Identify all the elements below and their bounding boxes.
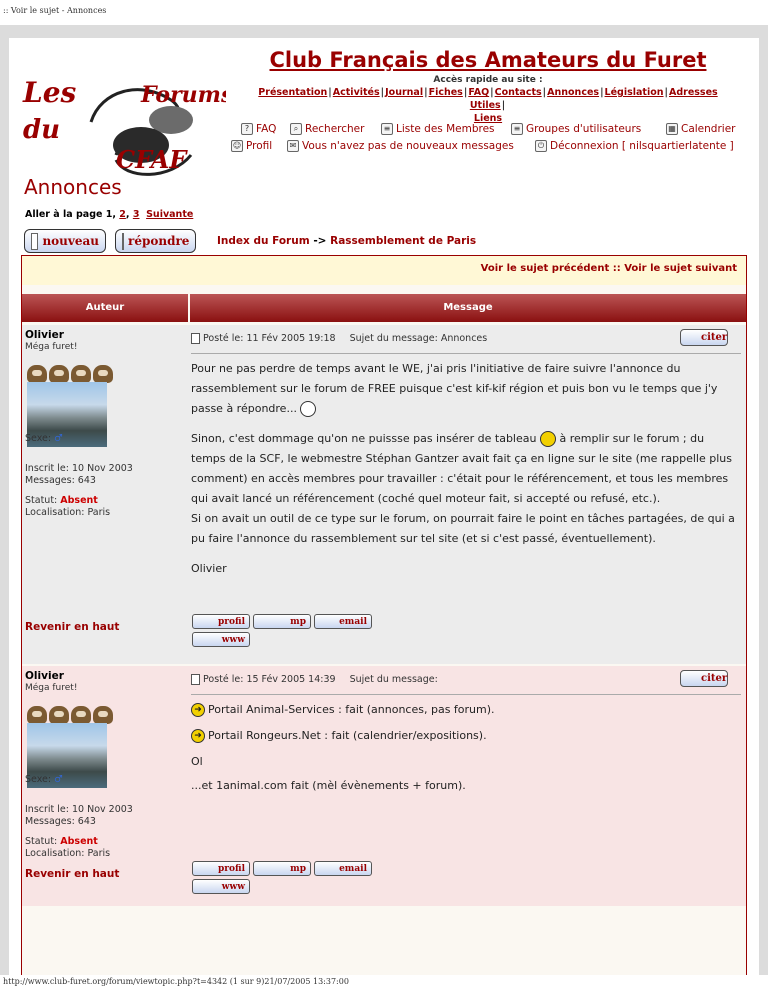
post-2-action-buttons — [192, 861, 392, 894]
crumb-index[interactable]: Index du Forum — [217, 235, 310, 247]
quick-link-faq[interactable]: FAQ — [468, 87, 490, 98]
calendar-icon: ▦ — [666, 123, 678, 135]
crumb-forum[interactable]: Rassemblement de Paris — [330, 235, 477, 247]
quote-button[interactable]: citer — [680, 670, 728, 687]
post-author-status: Statut: Absent — [25, 836, 98, 847]
message-column-header: Message — [190, 294, 746, 322]
page-title: Annonces — [24, 175, 122, 199]
website-button[interactable]: www — [192, 879, 250, 894]
quick-link-annonces[interactable]: Annonces — [547, 87, 600, 98]
private-message-button[interactable]: mp — [253, 861, 311, 876]
logo-word-cfaf: CFAF — [116, 145, 187, 174]
male-icon: ♂ — [54, 433, 63, 444]
post-icon — [191, 674, 200, 685]
back-to-top-link[interactable]: Revenir en haut — [25, 621, 120, 633]
page-content — [9, 38, 759, 975]
profile-button[interactable]: profil — [192, 861, 250, 876]
reply-button[interactable]: répondre — [115, 229, 196, 253]
menu-members[interactable]: ≡ Liste des Membres — [381, 123, 495, 135]
logo-word-du: du — [23, 115, 61, 145]
groups-icon: ≡ — [511, 123, 523, 135]
post-author-sexe: Sexe: ♂ — [25, 774, 63, 785]
quick-link-activites[interactable]: Activités — [332, 87, 380, 98]
post-author-joined: Inscrit le: 10 Nov 2003 — [25, 804, 133, 815]
arrow-right-icon: ➜ — [191, 703, 205, 717]
post-1-action-buttons — [192, 614, 392, 647]
post-divider — [191, 353, 741, 354]
quick-link-adresses[interactable]: Adresses Utiles — [469, 87, 718, 111]
browser-page-url: http://www.club-furet.org/forum/viewtopic.php?t=4342 (1 sur 9)21/07/2005 13:37:00 — [3, 977, 349, 986]
breadcrumb: Index du Forum -> Rassemblement de Paris — [217, 235, 477, 247]
quick-access-label: Accès rapide au site : — [433, 75, 543, 85]
new-page-icon — [31, 233, 38, 250]
quick-links: Présentation|Activités|Journal|Fiches|FAQ|Contacts|Annonces|Législation|Adresses Utiles| Liens — [258, 87, 718, 124]
post-1 — [22, 325, 746, 664]
reply-page-icon — [122, 233, 124, 250]
quick-link-contacts[interactable]: Contacts — [494, 87, 542, 98]
email-button[interactable]: email — [314, 614, 372, 629]
page-frame — [0, 25, 768, 975]
quote-button[interactable]: citer — [680, 329, 728, 346]
post-icon — [191, 333, 200, 344]
male-icon: ♂ — [54, 774, 63, 785]
post-header: Posté le: 11 Fév 2005 19:18 Sujet du message: Annonces — [191, 333, 487, 344]
next-page-link[interactable]: Suivante — [146, 209, 194, 220]
arrow-right-icon: ➜ — [191, 729, 205, 743]
post-author-joined: Inscrit le: 10 Nov 2003 — [25, 463, 133, 474]
post-author-name[interactable]: Olivier — [25, 329, 64, 341]
menu-search[interactable]: ⌕ Rechercher — [290, 123, 364, 135]
post-divider — [191, 694, 741, 695]
quick-link-presentation[interactable]: Présentation — [258, 87, 328, 98]
post-1-author-panel — [22, 325, 188, 664]
page-2-link[interactable]: 2 — [119, 209, 126, 220]
post-author-sexe: Sexe: ♂ — [25, 433, 63, 444]
browser-page-title: :: Voir le sujet - Annonces — [3, 6, 107, 15]
menu-profile[interactable]: ☺ Profil — [232, 140, 273, 152]
website-button[interactable]: www — [192, 632, 250, 647]
post-author-rank: Méga furet! — [25, 342, 78, 352]
back-to-top-link[interactable]: Revenir en haut — [25, 868, 120, 880]
post-author-count: Messages: 643 — [25, 475, 96, 486]
post-body: ➜ Portail Animal-Services : fait (annonces, pas forum). ➜ Portail Rongeurs.Net : fait (calendrier/expositions). Ol ...et 1animal.com fait (mèl évènements + forum). — [191, 703, 495, 792]
post-author-rank: Méga furet! — [25, 683, 78, 693]
quick-link-legislation[interactable]: Législation — [604, 87, 664, 98]
quick-link-journal[interactable]: Journal — [385, 87, 424, 98]
new-topic-button[interactable]: nouveau — [24, 229, 106, 253]
prev-next-topic-links[interactable]: Voir le sujet précédent :: Voir le sujet suivant — [22, 256, 746, 285]
post-body: Pour ne pas perdre de temps avant le WE, j'ai pris l'initiative de faire suivre l'annonce du rassemblement sur le forum de FREE puisque c'est kif-kif région et puis bon vu le temps que j'y passe à répondre... Sinon, c'est dommage qu'on ne puissse pas insérer de tableau à remplir sur le forum ; du temps de la SCF, le webmestre Stéphan Gantzer avait fait ça en ligne sur le site (me rappelle plus comment) en accès membres pour travailler : c'était pour le référencement, et tous les membres qui avait lancé un référencement (coché quel moteur fait, si accepté ou refusé, etc.). Si on avait un outil de ce type sur le forum, on pourrait faire le point en tâches partagées, de qui a pu faire l'annonce du rassemblement sur tel site (et si c'est passé, éventuellement). Olivier — [191, 362, 735, 575]
forum-logo[interactable] — [21, 60, 226, 188]
profile-button[interactable]: profil — [192, 614, 250, 629]
author-column-header: Auteur — [22, 294, 188, 322]
menu-private-messages[interactable]: ✉ Vous n'avez pas de nouveaux messages — [287, 140, 514, 152]
clock-smiley-icon — [300, 401, 316, 417]
members-list-icon: ≡ — [381, 123, 393, 135]
private-message-button[interactable]: mp — [253, 614, 311, 629]
post-2-message-panel — [188, 666, 746, 906]
post-1-message-panel — [188, 325, 746, 664]
page-3-link[interactable]: 3 — [132, 209, 140, 220]
quick-link-fiches[interactable]: Fiches — [428, 87, 463, 98]
post-author-location: Localisation: Paris — [25, 848, 111, 859]
profile-icon: ☺ — [232, 141, 242, 150]
quick-link-liens[interactable]: Liens — [473, 113, 503, 124]
search-icon: ⌕ — [290, 123, 302, 135]
post-2 — [22, 666, 746, 906]
email-button[interactable]: email — [314, 861, 372, 876]
menu-faq[interactable]: ? FAQ — [241, 123, 276, 135]
logo-word-les: Les — [23, 76, 77, 109]
menu-groups[interactable]: ≡ Groupes d'utilisateurs — [511, 123, 641, 135]
post-author-location: Localisation: Paris — [25, 507, 111, 518]
post-author-count: Messages: 643 — [25, 816, 96, 827]
faq-icon: ? — [241, 123, 253, 135]
post-author-name[interactable]: Olivier — [25, 670, 64, 682]
site-title[interactable]: Club Français des Amateurs du Furet — [269, 48, 707, 72]
logo-word-forums: Forums — [141, 82, 226, 108]
idea-smiley-icon — [540, 431, 556, 447]
post-author-status: Statut: Absent — [25, 495, 98, 506]
menu-logout[interactable]: ⏻ Déconnexion [ nilsquartierlatente ] — [535, 140, 734, 152]
messages-icon: ✉ — [287, 140, 299, 152]
pagination: Aller à la page 1, 2, 3 Suivante — [25, 209, 194, 220]
topic-table — [21, 255, 747, 975]
post-header: Posté le: 15 Fév 2005 14:39 Sujet du message: — [191, 674, 438, 685]
post-2-author-panel — [22, 666, 188, 906]
logout-icon: ⏻ — [535, 140, 547, 152]
menu-calendar[interactable]: ▦ Calendrier — [666, 123, 735, 135]
